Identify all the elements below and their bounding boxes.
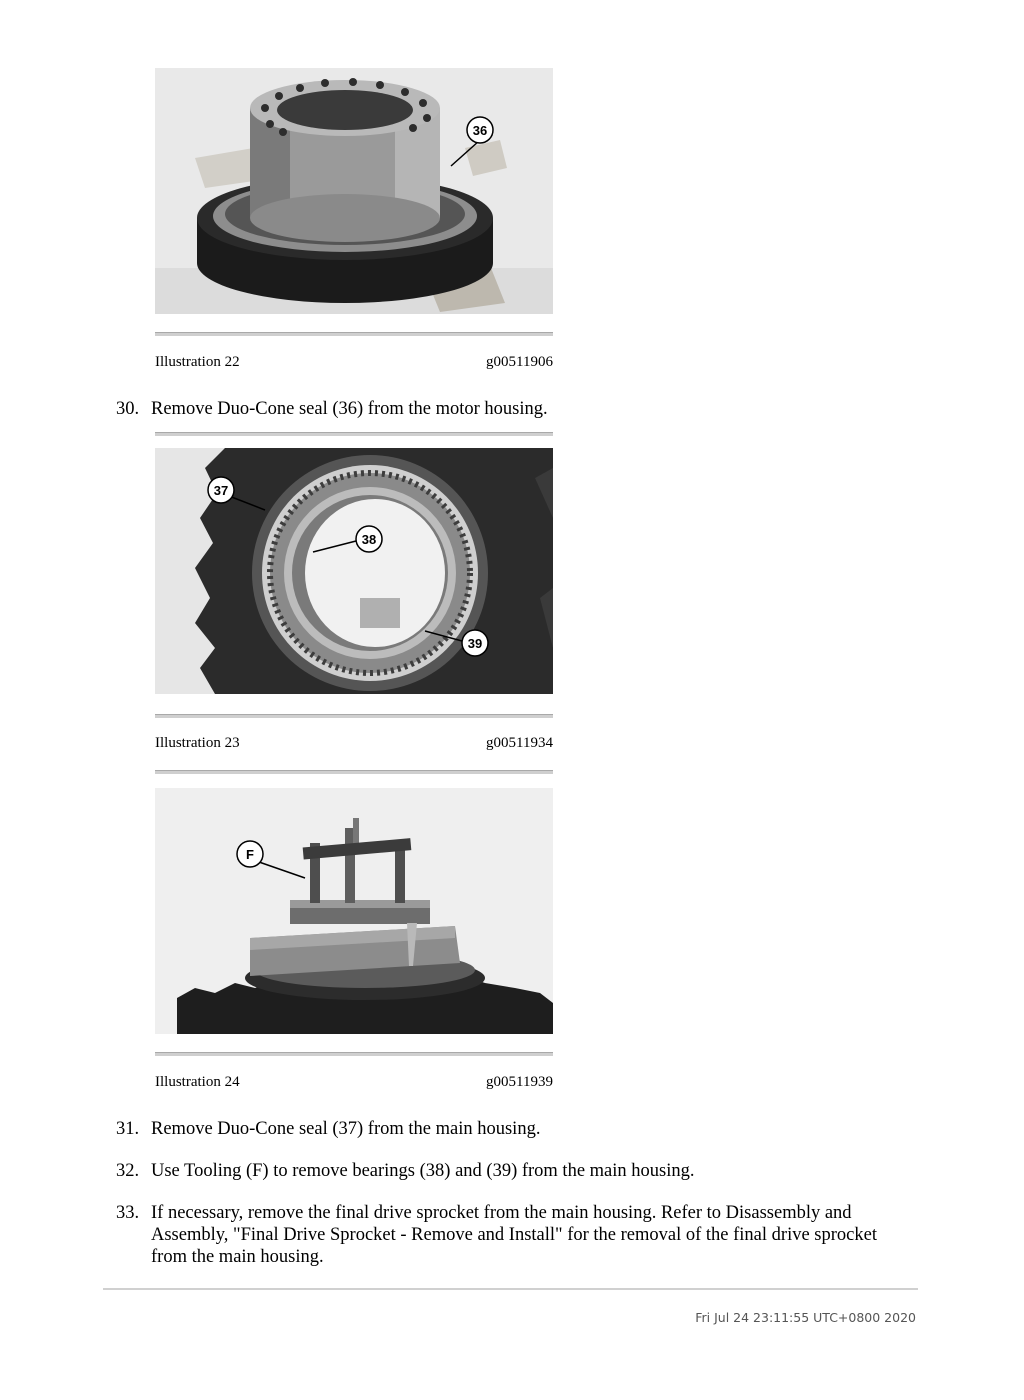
callout-f: F: [246, 847, 254, 862]
step-number: 31.: [116, 1119, 140, 1139]
footer-timestamp: Fri Jul 24 23:11:55 UTC+0800 2020: [695, 1310, 916, 1325]
illustration-24-caption: [155, 1074, 553, 1091]
footer-rule: [103, 1288, 918, 1290]
caption-label: Illustration 22: [155, 354, 240, 370]
callout-38: 38: [361, 532, 377, 547]
step-text: Use Tooling (F) to remove bearings (38) and (39) from the main housing.: [151, 1161, 695, 1181]
step-number: 32.: [116, 1161, 140, 1181]
callout-39: 39: [467, 636, 483, 651]
illustration-22-photo: [155, 68, 553, 314]
illustration-24-photo: [155, 788, 553, 1034]
callout-37: 37: [213, 483, 229, 498]
figure-rule: [155, 332, 553, 336]
figure-rule: [155, 714, 553, 718]
bearings-main-housing-image: [155, 448, 553, 694]
caption-label: Illustration 23: [155, 735, 240, 751]
illustration-23-photo: [155, 448, 553, 694]
step-number: 30.: [116, 399, 140, 419]
illustration-22-caption: [155, 354, 553, 371]
illustration-23-caption: [155, 735, 553, 752]
figure-rule: [155, 1052, 553, 1056]
step-text: Remove Duo-Cone seal (37) from the main housing.: [151, 1119, 541, 1139]
step-31: [116, 1118, 916, 1140]
graphic-id: g00511934: [486, 735, 553, 751]
figure-rule: [155, 770, 553, 774]
tooling-f-puller-image: [155, 788, 553, 1034]
graphic-id: g00511939: [486, 1074, 553, 1090]
graphic-id: g00511906: [486, 354, 553, 370]
step-33: [116, 1202, 906, 1268]
caption-label: Illustration 24: [155, 1074, 240, 1090]
duo-cone-seal-motor-housing-image: [155, 68, 553, 314]
step-30: [116, 398, 916, 420]
step-32: [116, 1160, 916, 1182]
figure-rule: [155, 432, 553, 436]
step-number: 33.: [116, 1203, 140, 1223]
step-text: Remove Duo-Cone seal (36) from the motor housing.: [151, 399, 548, 419]
step-text: If necessary, remove the final drive sprocket from the main housing. Refer to Disassembly and Assembly, "Final Drive Sprocket - Remove and Install" for the removal of the final drive sprocket from the main housing.: [151, 1203, 877, 1267]
callout-36: 36: [472, 123, 488, 138]
